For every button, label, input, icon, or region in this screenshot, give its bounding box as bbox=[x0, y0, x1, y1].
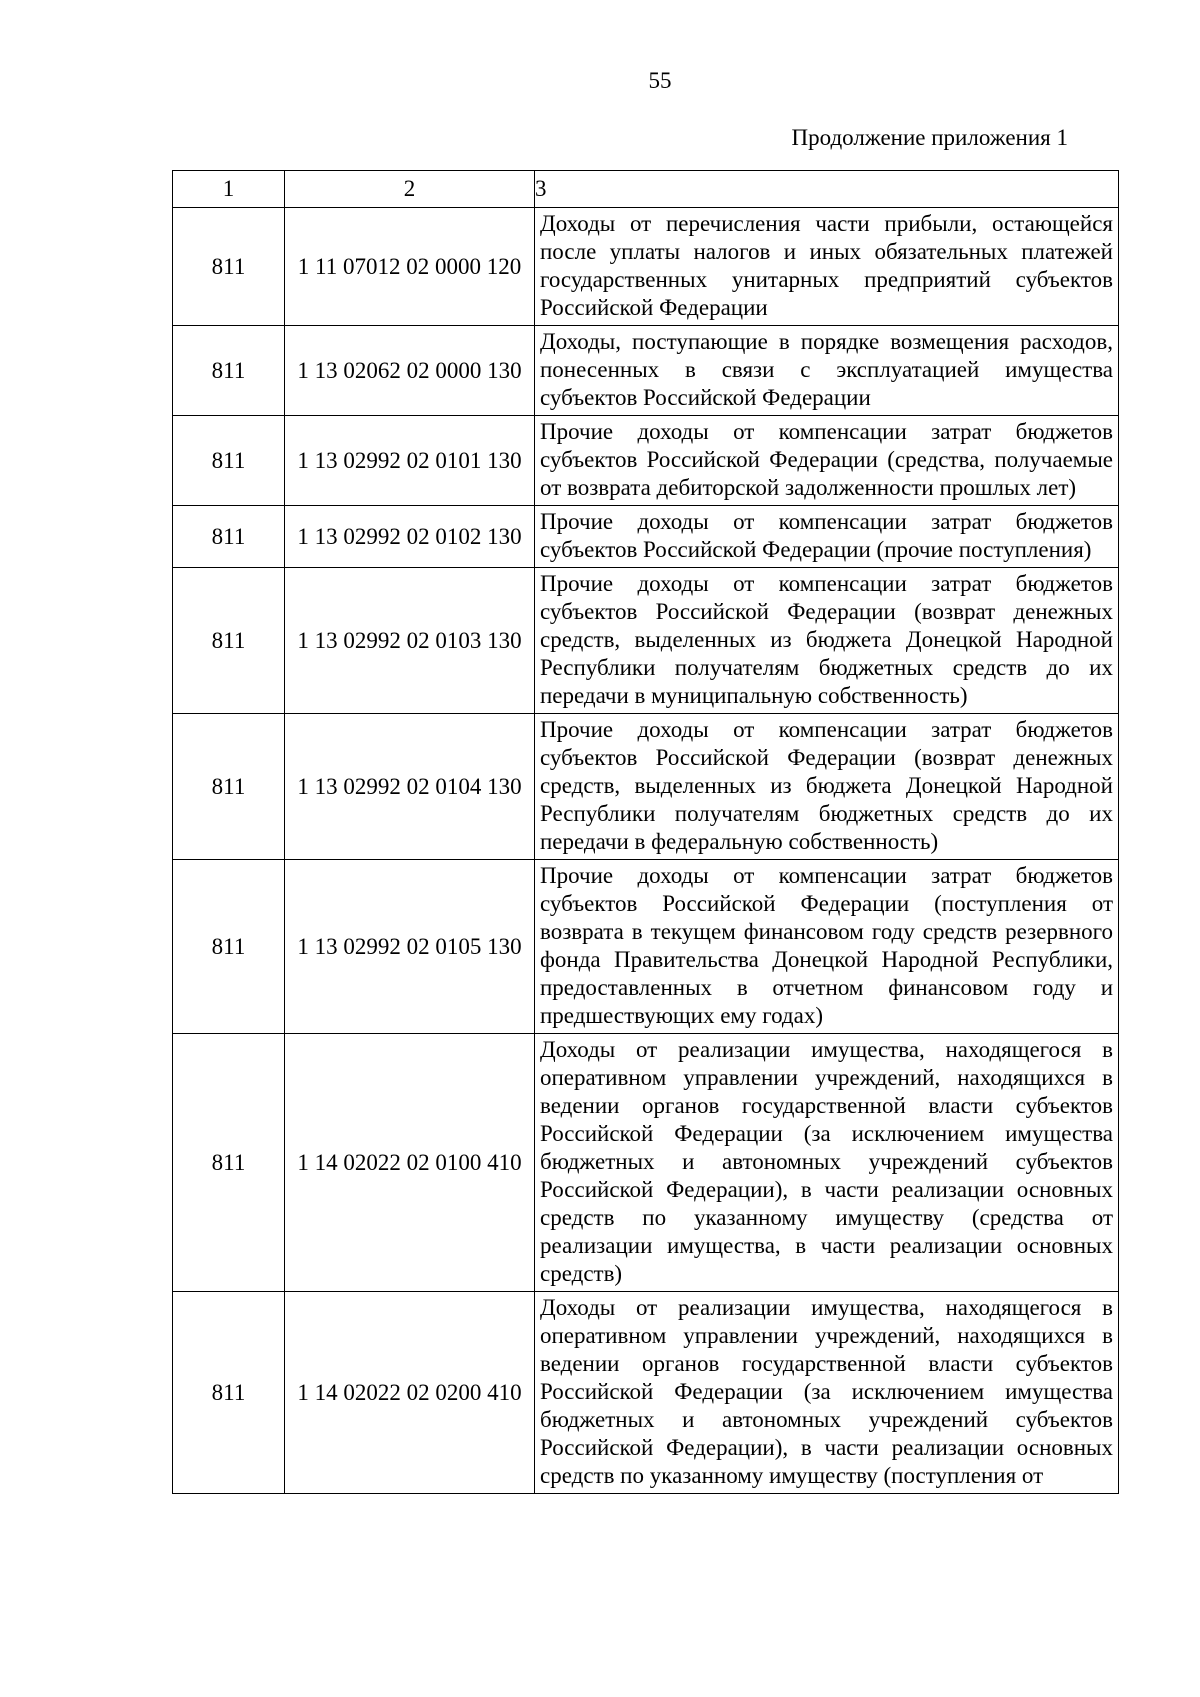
admin-code-cell: 811 bbox=[173, 860, 285, 1034]
revenue-name-cell: Доходы от реализации имущества, находящегося в оперативном управлении учреждений, находящихся в ведении органов государственной власти субъектов Российской Федерации (за исключением имущества бюджетных и автономных учреждений субъектов Российской Федерации), в части реализации основных средств по указанному имуществу (средства от реализации имущества, в части реализации основных средств) bbox=[535, 1034, 1119, 1292]
revenue-name-cell: Прочие доходы от компенсации затрат бюджетов субъектов Российской Федерации (возврат денежных средств, выделенных из бюджета Донецкой Народной Республики получателям бюджетных средств до их передачи в муниципальную собственность) bbox=[535, 568, 1119, 714]
budget-code-cell: 1 13 02992 02 0103 130 bbox=[285, 568, 535, 714]
table-row bbox=[173, 1034, 1119, 1292]
table-row bbox=[173, 416, 1119, 506]
revenue-name-cell: Доходы, поступающие в порядке возмещения расходов, понесенных в связи с эксплуатацией имущества субъектов Российской Федерации bbox=[535, 326, 1119, 416]
admin-code-cell: 811 bbox=[173, 714, 285, 860]
budget-code-cell: 1 13 02992 02 0105 130 bbox=[285, 860, 535, 1034]
column-header-2: 2 bbox=[285, 171, 535, 208]
column-header-3: 3 bbox=[535, 171, 1119, 208]
table-row bbox=[173, 860, 1119, 1034]
revenue-name-cell: Прочие доходы от компенсации затрат бюджетов субъектов Российской Федерации (прочие поступления) bbox=[535, 506, 1119, 568]
table-header-row bbox=[173, 171, 1119, 208]
continuation-label: Продолжение приложения 1 bbox=[791, 125, 1068, 150]
page-number: 55 bbox=[648, 68, 672, 93]
budget-code-cell: 1 11 07012 02 0000 120 bbox=[285, 208, 535, 326]
budget-code-cell: 1 14 02022 02 0100 410 bbox=[285, 1034, 535, 1292]
admin-code-cell: 811 bbox=[173, 208, 285, 326]
table-row bbox=[173, 1292, 1119, 1494]
column-header-1: 1 bbox=[173, 171, 285, 208]
table-row bbox=[173, 714, 1119, 860]
table-row bbox=[173, 568, 1119, 714]
admin-code-cell: 811 bbox=[173, 326, 285, 416]
revenue-name-cell: Прочие доходы от компенсации затрат бюджетов субъектов Российской Федерации (средства, получаемые от возврата дебиторской задолженности прошлых лет) bbox=[535, 416, 1119, 506]
table-row bbox=[173, 326, 1119, 416]
revenue-name-cell: Доходы от перечисления части прибыли, остающейся после уплаты налогов и иных обязательных платежей государственных унитарных предприятий субъектов Российской Федерации bbox=[535, 208, 1119, 326]
admin-code-cell: 811 bbox=[173, 416, 285, 506]
budget-code-cell: 1 13 02992 02 0104 130 bbox=[285, 714, 535, 860]
admin-code-cell: 811 bbox=[173, 506, 285, 568]
revenue-name-cell: Прочие доходы от компенсации затрат бюджетов субъектов Российской Федерации (возврат денежных средств, выделенных из бюджета Донецкой Народной Республики получателям бюджетных средств до их передачи в федеральную собственность) bbox=[535, 714, 1119, 860]
table-row bbox=[173, 506, 1119, 568]
table-row bbox=[173, 208, 1119, 326]
budget-code-cell: 1 13 02062 02 0000 130 bbox=[285, 326, 535, 416]
revenue-name-cell: Доходы от реализации имущества, находящегося в оперативном управлении учреждений, находящихся в ведении органов государственной власти субъектов Российской Федерации (за исключением имущества бюджетных и автономных учреждений субъектов Российской Федерации), в части реализации основных средств по указанному имуществу (поступления от bbox=[535, 1292, 1119, 1494]
budget-code-cell: 1 13 02992 02 0102 130 bbox=[285, 506, 535, 568]
revenue-codes-table bbox=[172, 170, 1119, 1494]
budget-code-cell: 1 13 02992 02 0101 130 bbox=[285, 416, 535, 506]
admin-code-cell: 811 bbox=[173, 1292, 285, 1494]
admin-code-cell: 811 bbox=[173, 1034, 285, 1292]
budget-code-cell: 1 14 02022 02 0200 410 bbox=[285, 1292, 535, 1494]
revenue-name-cell: Прочие доходы от компенсации затрат бюджетов субъектов Российской Федерации (поступления от возврата в текущем финансовом году средств резервного фонда Правительства Донецкой Народной Республики, предоставленных в отчетном финансовом году и предшествующих ему годах) bbox=[535, 860, 1119, 1034]
admin-code-cell: 811 bbox=[173, 568, 285, 714]
